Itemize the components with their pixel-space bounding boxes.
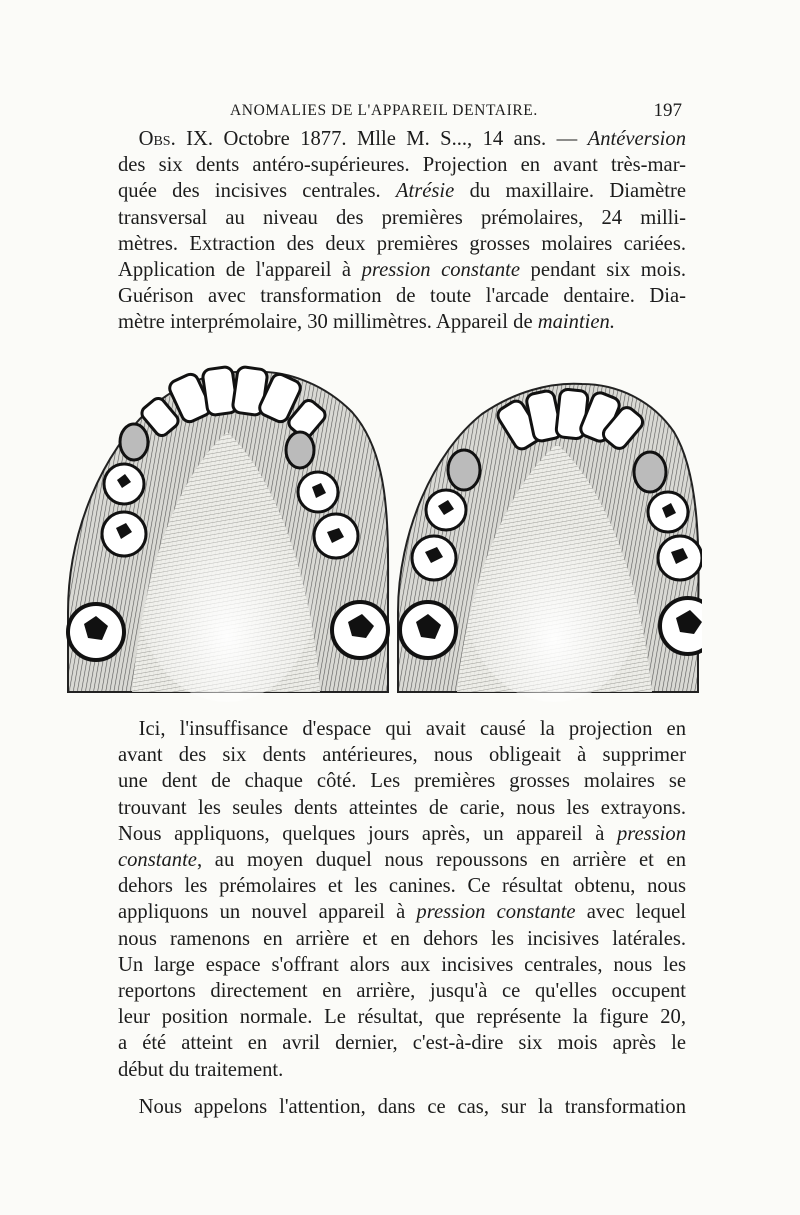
text-line: des six dents antéro-supérieures. Projection en avant très-mar- — [118, 154, 686, 177]
text-line: Application de l'appareil à pression constante pendant six mois. — [118, 259, 686, 282]
text-line: une dent de chaque côté. Les premières grosses molaires se — [118, 770, 686, 793]
text-line: quée des incisives centrales. Atrésie du maxillaire. Diamètre — [118, 180, 686, 203]
body-paragraph-next — [118, 1094, 686, 1120]
page-number: 197 — [653, 100, 682, 121]
figure-dental-casts — [62, 362, 702, 702]
text-line: nous ramenons en arrière et en dehors les incisives latérales. — [118, 927, 686, 950]
text-line: mètre interprémolaire, 30 millimètres. Appareil de maintien. — [118, 311, 615, 334]
dental-cast-after — [398, 384, 702, 702]
running-title: ANOMALIES DE L'APPAREIL DENTAIRE. — [230, 102, 538, 119]
text-line: Nous appelons l'attention, dans ce cas, sur la transformation — [138, 1096, 686, 1118]
text-line: début du traitement. — [118, 1058, 284, 1081]
text-line: leur position normale. Le résultat, que représente la figure 20, — [118, 1006, 686, 1029]
text-line: constante, au moyen duquel nous repoussons en arrière et en — [118, 849, 686, 872]
dental-cast-before — [68, 366, 388, 702]
text-line: mètres. Extraction des deux premières grosses molaires cariées. — [118, 232, 686, 255]
text-line: reportons directement en arrière, jusqu'à ce qu'elles occupent — [118, 980, 686, 1003]
running-head — [118, 100, 684, 124]
text-line: trouvant les seules dents atteintes de carie, nous les extrayons. — [118, 796, 686, 819]
text-line: a été atteint en avril dernier, c'est-à-dire six mois après le — [118, 1032, 686, 1055]
text-line: appliquons un nouvel appareil à pression constante avec lequel — [118, 901, 686, 924]
body-paragraph — [118, 716, 686, 1083]
text-line: Guérison avec transformation de toute l'arcade dentaire. Dia- — [118, 285, 686, 308]
text-line: Obs. IX. Octobre 1877. Mlle M. S..., 14 ans. — Antéversion — [138, 128, 686, 150]
text-line: transversal au niveau des premières prémolaires, 24 milli- — [118, 206, 686, 229]
observation-paragraph — [118, 126, 686, 336]
text-line: avant des six dents antérieures, nous obligeait à supprimer — [118, 744, 686, 767]
text-line: Un large espace s'offrant alors aux incisives centrales, nous les — [118, 953, 686, 976]
text-line: Nous appliquons, quelques jours après, un appareil à pression — [118, 822, 686, 845]
text-line: dehors les prémolaires et les canines. Ce résultat obtenu, nous — [118, 875, 686, 898]
text-line: Ici, l'insuffisance d'espace qui avait causé la projection en — [138, 718, 686, 740]
